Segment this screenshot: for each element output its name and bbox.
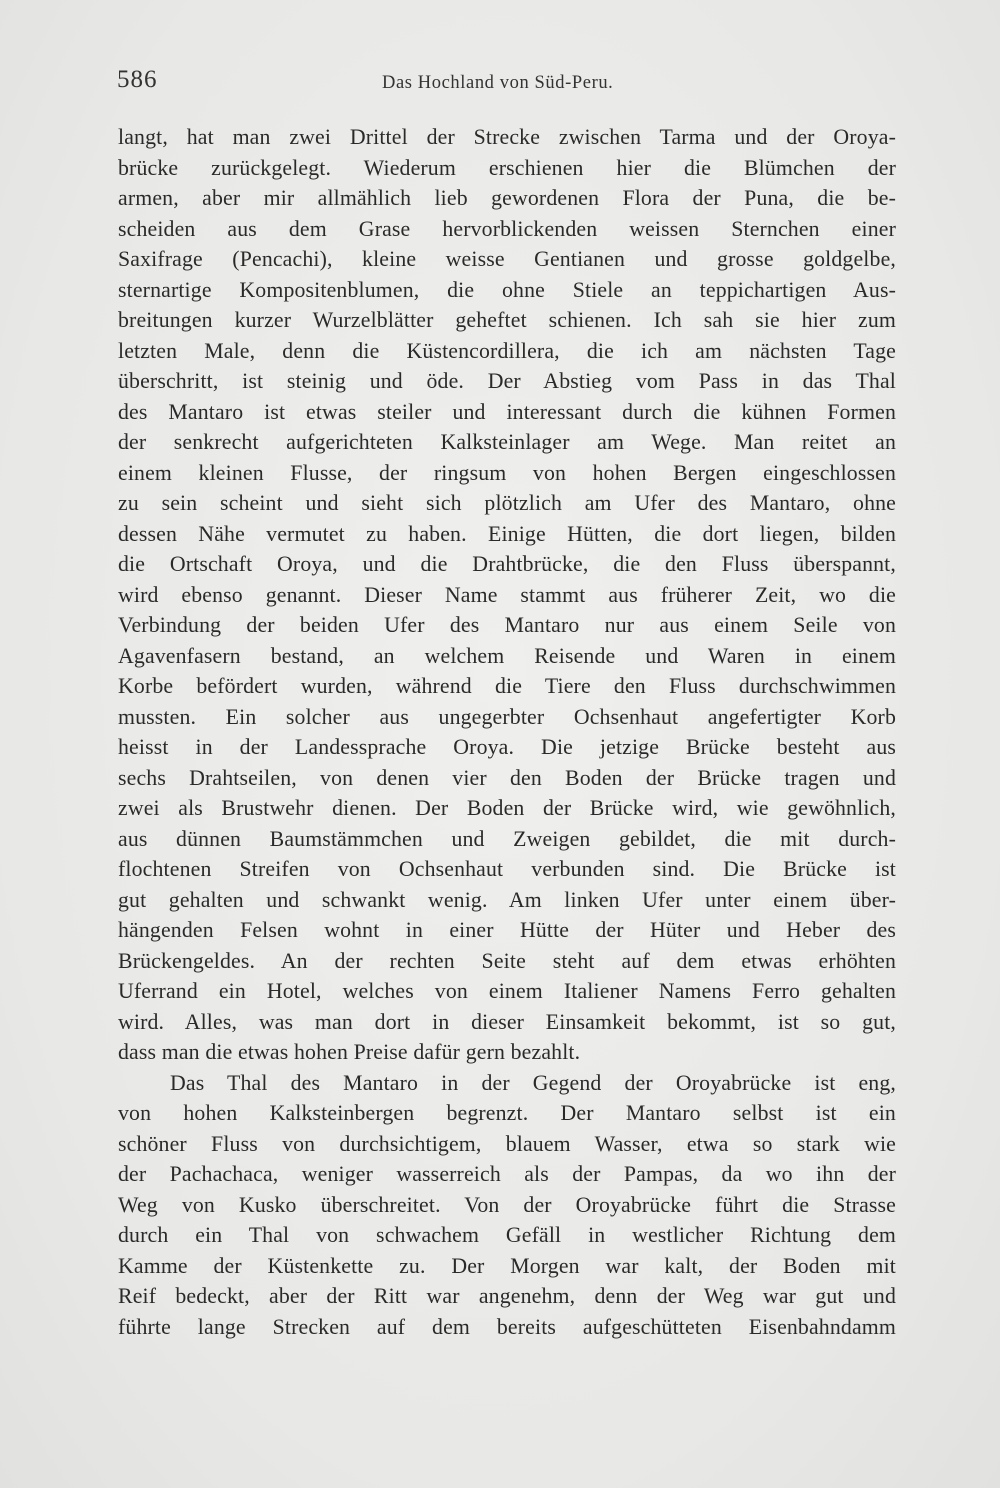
text-line: Saxifrage (Pencachi), kleine weisse Gentianen und grosse goldgelbe, [118,247,896,271]
text-line: flochtenen Streifen von Ochsenhaut verbunden sind. Die Brücke ist [118,857,896,881]
page-number: 586 [117,66,158,93]
text-line: durch ein Thal von schwachem Gefäll in westlicher Richtung dem [118,1223,896,1247]
text-line: mussten. Ein solcher aus ungegerbter Ochsenhaut angefertigter Korb [118,704,896,729]
text-line: armen, aber mir allmählich lieb gewordenen Flora der Puna, die be- [118,186,896,210]
text-line: Agavenfasern bestand, an welchem Reisende und Waren in einem [118,643,896,668]
text-line: scheiden aus dem Grase hervorblickenden weissen Sternchen einer [118,216,896,241]
text-line: wird ebenso genannt. Dieser Name stammt aus früherer Zeit, wo die [118,582,896,607]
text-line: führte lange Strecken auf dem bereits aufgeschütteten Eisenbahndamm [118,1314,896,1339]
text-line: wird. Alles, was man dort in dieser Einsamkeit bekommt, ist so gut, [118,1009,896,1034]
body-text [118,122,896,1342]
text-line: langt, hat man zwei Drittel der Strecke zwischen Tarma und der Oroya- [118,125,896,149]
page-header [117,66,897,106]
text-line: Verbindung der beiden Ufer des Mantaro nur aus einem Seile von [118,613,896,637]
paragraph-last-line: dass man die etwas hohen Preise dafür gern bezahlt. [118,1040,581,1064]
text-line: einem kleinen Flusse, der ringsum von hohen Bergen eingeschlossen [118,460,896,485]
text-line: überschritt, ist steinig und öde. Der Abstieg vom Pass in das Thal [118,369,896,393]
text-line: sternartige Kompositenblumen, die ohne Stiele an teppichartigen Aus- [118,277,896,302]
text-line: dessen Nähe vermutet zu haben. Einige Hütten, die dort liegen, bilden [118,521,896,546]
text-line: der senkrecht aufgerichteten Kalksteinlager am Wege. Man reitet an [118,430,896,454]
text-line: hängenden Felsen wohnt in einer Hütte der Hüter und Heber des [118,918,896,942]
text-line: der Pachachaca, weniger wasserreich als der Pampas, da wo ihn der [118,1162,896,1186]
text-line: letzten Male, denn die Küstencordillera, die ich am nächsten Tage [118,338,896,363]
text-line: Weg von Kusko überschreitet. Von der Oroyabrücke führt die Strasse [118,1192,896,1217]
text-line: des Mantaro ist etwas steiler und interessant durch die kühnen Formen [118,399,896,424]
text-line: zwei als Brustwehr dienen. Der Boden der Brücke wird, wie gewöhnlich, [118,796,896,820]
text-line: gut gehalten und schwankt wenig. Am linken Ufer unter einem über- [118,887,896,912]
text-line: Uferrand ein Hotel, welches von einem Italiener Namens Ferro gehalten [118,979,896,1003]
paragraph-first-line: Das Thal des Mantaro in der Gegend der Oroyabrücke ist eng, [170,1070,896,1095]
text-line: von hohen Kalksteinbergen begrenzt. Der Mantaro selbst ist ein [118,1101,896,1125]
text-line: Korbe befördert wurden, während die Tiere den Fluss durchschwimmen [118,674,896,698]
running-head: Das Hochland von Süd-Peru. [382,73,614,93]
text-line: heisst in der Landessprache Oroya. Die jetzige Brücke besteht aus [118,735,896,759]
text-line: die Ortschaft Oroya, und die Drahtbrücke, die den Fluss überspannt, [118,552,896,576]
text-line: breitungen kurzer Wurzelblätter geheftet schienen. Ich sah sie hier zum [118,308,896,332]
text-line: schöner Fluss von durchsichtigem, blauem Wasser, etwa so stark wie [118,1131,896,1156]
text-line: brücke zurückgelegt. Wiederum erschienen hier die Blümchen der [118,155,896,180]
text-line: Kamme der Küstenkette zu. Der Morgen war kalt, der Boden mit [118,1253,896,1278]
text-line: zu sein scheint und sieht sich plötzlich am Ufer des Mantaro, ohne [118,491,896,515]
text-line: sechs Drahtseilen, von denen vier den Boden der Brücke tragen und [118,765,896,790]
text-line: Reif bedeckt, aber der Ritt war angenehm, denn der Weg war gut und [118,1284,896,1308]
text-line: Brückengeldes. An der rechten Seite steht auf dem etwas erhöhten [118,948,896,973]
text-line: aus dünnen Baumstämmchen und Zweigen gebildet, die mit durch- [118,826,896,851]
